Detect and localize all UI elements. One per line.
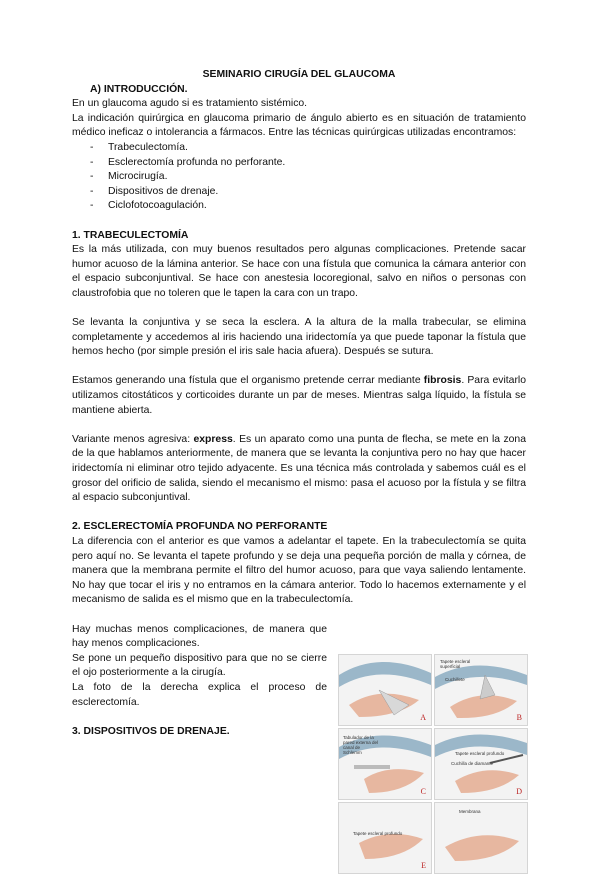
section-2-paragraph-3: Se pone un pequeño dispositivo para que no se cierre el ojo posteriormente a la cirugía. [72,652,327,679]
bullet-dash: - [90,141,94,153]
intro-paragraph-2: La indicación quirúrgica en glaucoma primario de ángulo abierto es en situación de tratamiento médico ineficaz o intolerancia a fármacos. Entre las técnicas quirúrgicas utilizadas encontramos: [72,112,526,139]
section-1-heading: 1. TRABECULECTOMÍA [72,229,189,241]
list-item: - Dispositivos de drenaje. [90,185,526,200]
label-tapete-superficial: Tapete escleral superficial [440,659,471,669]
figure-panel-d [434,728,528,800]
sclerectomy-figure [338,654,528,870]
list-item: - Esclerectomía profunda no perforante. [90,156,526,171]
label-tapete-profundo-e: Tapete escleral profundo [353,831,403,836]
figure-panel-c [338,728,432,800]
label-membrana: Membrana [459,809,481,814]
section-3-heading: 3. DISPOSITIVOS DE DRENAJE. [72,725,230,737]
label-cuchilla-diamante: Cuchilla de diamante [451,761,494,766]
intro-paragraph-1: En un glaucoma agudo si es tratamiento sistémico. [72,98,308,110]
figure-panel-a [338,654,432,726]
figure-panel-e [338,802,432,874]
section-2-paragraph-4: La foto de la derecha explica el proceso de esclerectomía. [72,681,327,708]
panel-label-b: B [516,713,522,722]
section-2-heading: 2. ESCLERECTOMÍA PROFUNDA NO PERFORANTE [72,521,328,533]
panel-label-d: D [516,787,522,796]
section-1-paragraph-1: Es la más utilizada, con muy buenos resultados pero algunas complicaciones. Pretende sacar humor acuoso de la lámina anterior. Se hace con una fístula que comunica la cámara anterior con el espacio subconjuntival. Se hace con anestesia locoregional, salvo en niños o personas con claustrofobia que no toleren que le tapen la cara con un trapo. [72,244,526,299]
techniques-list [72,141,526,214]
figure-panel-b [434,654,528,726]
section-2-paragraph-1: La diferencia con el anterior es que vamos a adelantar el tapete. En la trabeculectomía se quita pero aquí no. Se levanta el tapete profundo y se deja una pequeña porción de malla y córnea, de manera que la membrana permite el filtro del humor acuoso, para que vaya saliendo lentamente. No hay que tocar el iris y no entramos en la cámara anterior. Todo lo hacemos externamente y el mecanismo de salida es el mismo que en la trabeculectomía. [72,536,526,606]
list-item: - Microcirugía. [90,170,526,185]
bullet-dash: - [90,200,94,212]
document-title: SEMINARIO CIRUGÍA DEL GLAUCOMA [202,69,396,80]
express-term: express [193,433,233,445]
panel-label-e: E [421,861,426,870]
section-2-paragraph-2: Hay muchas menos complicaciones, de manera que hay menos complicaciones. [72,623,327,650]
figure-panel-f [434,802,528,874]
section-1-paragraph-2: Se levanta la conjuntiva y se seca la esclera. A la altura de la malla trabecular, se elimina completamente y accedemos al iris haciendo una iridectomía ya que puede taponar la fístula que hemos hecho (por simple presión el iris sale hacia afuera). Después se sutura. [72,317,526,358]
section-1-paragraph-4: Variante menos agresiva: express. Es un aparato como una punta de flecha, se mete en la zona de la que hablamos anteriormente, de manera que se levanta la conjuntiva pero no hay que hacer iridectomía ni eliminar otro tejido adyacente. Es una técnica más controlada y sabemos cuál es el grosor del orificio de salida, siendo el mecanismo el mismo: pasa el acuoso por la fístula y se filtra al espacio subconjuntival. [72,433,526,504]
panel-label-c: C [420,787,426,796]
bullet-dash: - [90,156,94,168]
section-1-paragraph-3: Estamos generando una fístula que el organismo pretende cerrar mediante fibrosis. Para evitarlo utilizamos citostáticos y corticoides durante un par de meses. Mientras salga líquido, la fístula se mantiene abierta. [72,375,526,416]
fibrosis-term: fibrosis [423,375,462,387]
label-tapete-profundo: Tapete escleral profundo [455,751,505,756]
panel-label-a: A [420,713,426,722]
list-item: - Ciclofotocoagulación. [90,199,526,214]
bullet-dash: - [90,171,94,183]
intro-heading: A) INTRODUCCIÓN. [90,83,188,95]
label-tabulador: Tabulador de la pared externa del canal de Schlemm [343,735,379,755]
document-page [72,68,526,739]
bullet-dash: - [90,185,94,197]
label-cuchillete: Cuchillete [445,677,465,682]
list-item: - Trabeculectomía. [90,141,526,156]
